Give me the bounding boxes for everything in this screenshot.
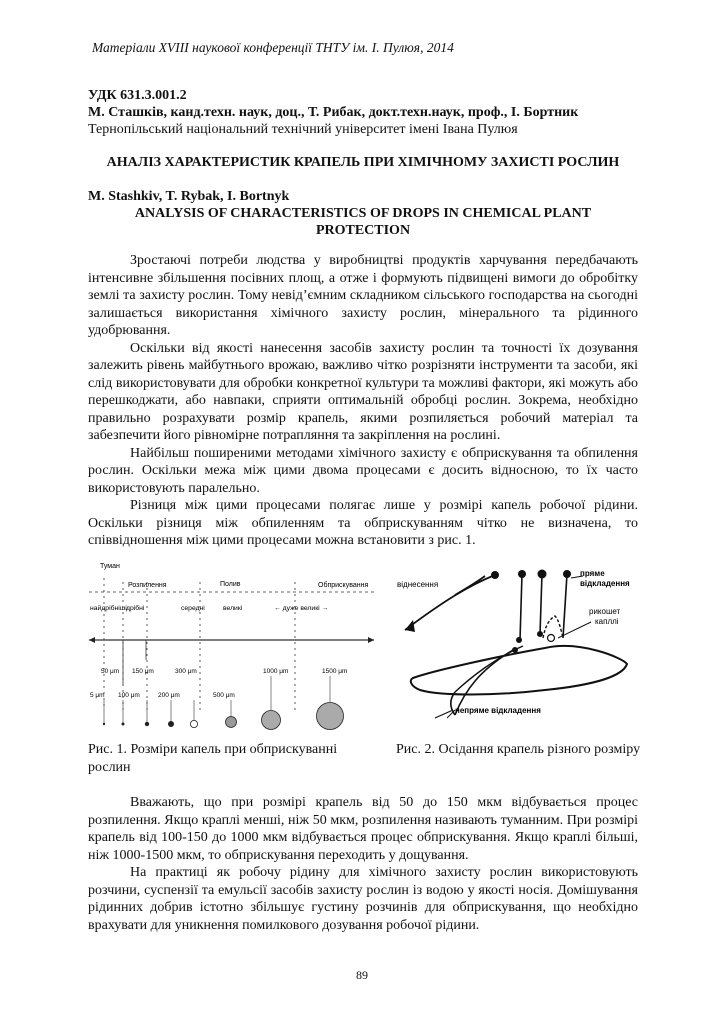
fig1-size-1000: 1000 μm bbox=[263, 668, 289, 675]
fig1-size-5: 5 μm bbox=[90, 692, 105, 699]
body-text-bottom bbox=[88, 794, 638, 934]
fig1-class-smallest: найдрібніші bbox=[90, 605, 127, 612]
fig2-label-direct-2: відкладення bbox=[580, 579, 630, 588]
fig1-label-atomization: Розпилення bbox=[128, 582, 167, 589]
paragraph: Оскільки від якості нанесення засобів захисту рослин та точності їх дозування залежить рівень майбутнього врожаю, важливо чітко розрізняти інструменти та засоби, які слід використовувати для обробки конкретної культури та можливі фактори, які можуть або перешкоджати, або навпаки, сприяти оптимальній обробці рослин. Зокрема, необхідно правильно розрахувати розмір крапель, якими розпиляється робочий матеріал та забезпечити його рівномірне потрапляння та закріплення на рослині. bbox=[88, 340, 638, 443]
fig1-drop-150 bbox=[168, 721, 173, 726]
fig1-class-large: великі bbox=[223, 605, 243, 612]
page-number: 89 bbox=[356, 968, 368, 982]
fig2-label-indirect: непряме відкладення bbox=[455, 706, 541, 715]
body-text-top bbox=[88, 252, 638, 550]
fig1-label-spraying: Обприскування bbox=[318, 582, 369, 589]
fig1-size-150: 150 μm bbox=[132, 668, 154, 675]
figure2-caption: Рис. 2. Осідання крапель різного розміру bbox=[396, 742, 641, 757]
paragraph: Найбільш поширеними методами хімічного захисту є обприскування та обпилення рослин. Оскільки межа між цими двома процесами є досить відносною, то їх часто використовують паралельно. bbox=[88, 445, 638, 496]
authors-ukrainian: М. Сташків, канд.техн. наук, доц., Т. Рибак, докт.техн.наук, проф., І. Бортник bbox=[88, 105, 579, 120]
paragraph: На практиці як робочу рідину для хімічного захисту рослин використовують розчини, суспензії та емульсії засобів захисту рослин із водою у якості носія. Домішування рідинних добрив істотно збільшує густину розчинів для обприскування, що необхідно врахувати для уникнення помилкового дозування робочої рідини. bbox=[88, 865, 638, 933]
fig1-label-fog: Туман bbox=[100, 563, 120, 570]
figure-drop-deposition bbox=[395, 560, 643, 738]
fig1-size-500: 500 μm bbox=[213, 692, 235, 699]
fig2-label-ricochet-2: капллі bbox=[595, 617, 619, 626]
paragraph: Вважають, що при розмірі крапель від 50 до 150 мкм відбувається процес розпилення. Якщо краплі менші, ніж 50 мкм, розпилення називають туманним. При розмірі крапель від 100-150 до 1000 мкм відбувається процес обприскування. Якщо краплі більші, ніж 1000-1500 мкм, то обприскування переходить у дощування. bbox=[88, 795, 638, 863]
fig1-drop-100 bbox=[145, 722, 149, 726]
authors-english: M. Stashkiv, T. Rybak, I. Bortnyk bbox=[88, 189, 290, 204]
fig1-label-watering: Полив bbox=[220, 581, 241, 588]
fig1-size-200: 200 μm bbox=[158, 692, 180, 699]
fig1-drop-1500 bbox=[317, 703, 344, 730]
fig2-label-ricochet-1: рикошет bbox=[589, 607, 621, 616]
fig1-class-very-large: ← дуже великі → bbox=[274, 605, 329, 612]
figure1-caption: Рис. 1. Розміри капель при обприскуванні рослин bbox=[88, 742, 338, 775]
fig1-size-50: 50 μm bbox=[101, 668, 120, 675]
fig1-drop-200 bbox=[190, 720, 197, 727]
fig1-class-medium: середні bbox=[181, 605, 205, 612]
fig1-drop-50 bbox=[122, 723, 124, 725]
fig2-leaf bbox=[411, 646, 627, 695]
udc-code: УДК 631.3.001.2 bbox=[88, 88, 187, 103]
paragraph: Зростаючі потреби людства у виробництві продуктів харчування передбачають інтенсивне збільшення посівних площ, а отже і формують підвищені вимоги до обробітку землі та захисту рослин. Тому невід’ємним складником сільського господарства на сьогодні залишається використання хімічного захисту рослин, мінерального та рідинного удобрювання. bbox=[88, 253, 638, 338]
figure-droplet-sizes bbox=[86, 560, 376, 738]
fig1-drop-5 bbox=[103, 723, 105, 725]
title-ukrainian: АНАЛІЗ ХАРАКТЕРИСТИК КРАПЕЛЬ ПРИ ХІМІЧНОМУ ЗАХИСТІ РОСЛИН bbox=[106, 155, 620, 170]
fig1-drop-500 bbox=[226, 717, 237, 728]
fig1-drop-1000 bbox=[262, 711, 281, 730]
fig1-size-100: 100 μm bbox=[118, 692, 140, 699]
paragraph: Різниця між цими процесами полягає лише у розмірі капель робочої рідини. Оскільки різниця між обпиленням та обприскуванням чітко не визначена, то співвідношення між цими процесами можна встановити з рис. 1. bbox=[88, 498, 638, 548]
affiliation: Тернопільський національний технічний університет імені Івана Пулюя bbox=[88, 122, 518, 137]
running-head: Матеріали XVIII наукової конференції ТНТУ ім. І. Пулюя, 2014 bbox=[92, 40, 454, 55]
fig2-label-drift: віднесення bbox=[397, 580, 439, 589]
fig2-label-direct-1: пряме bbox=[580, 569, 605, 578]
fig1-class-small: дрібні bbox=[126, 605, 145, 612]
title-english: ANALYSIS OF CHARACTERISTICS OF DROPS IN CHEMICAL PLANT PROTECTION bbox=[134, 206, 592, 238]
fig1-size-1500: 1500 μm bbox=[322, 668, 348, 675]
fig1-size-300: 300 μm bbox=[175, 668, 197, 675]
